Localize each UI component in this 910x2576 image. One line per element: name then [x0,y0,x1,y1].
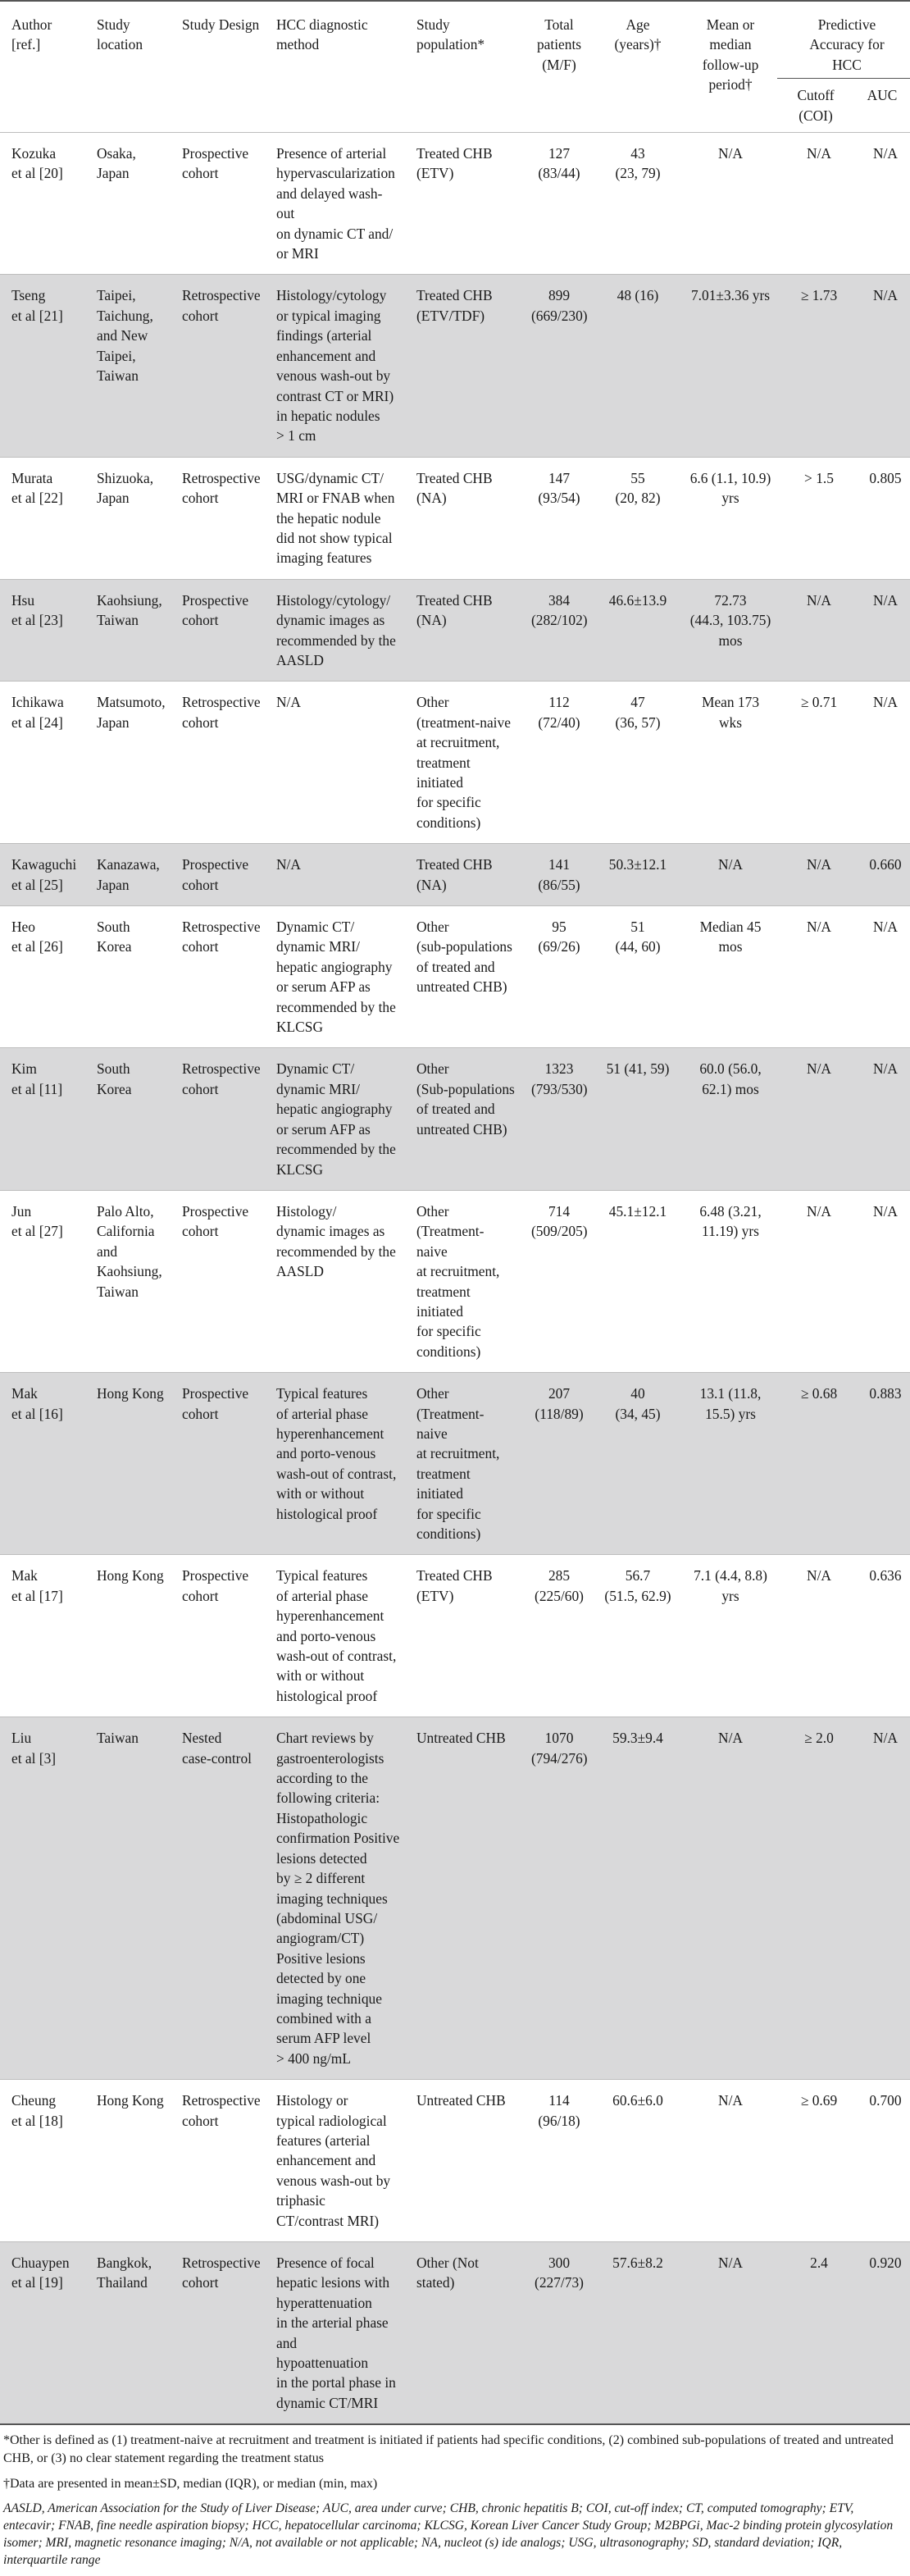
cell-author: Mak et al [17] [0,1555,85,1717]
cell-population: Other (Not stated) [405,2242,520,2425]
cell-age: 43 (23, 79) [592,133,677,275]
cell-author: Kim et al [11] [0,1048,85,1190]
cell-design: Retrospective cohort [171,275,265,457]
cell-design: Prospective cohort [171,844,265,906]
cell-author: Jun et al [27] [0,1190,85,1372]
cell-followup: N/A [677,1717,777,2080]
cell-auc: 0.920 [854,2242,910,2425]
cell-author: Mak et al [16] [0,1373,85,1555]
cell-method: Histology/ dynamic images as recommended by the AASLD [265,1190,405,1372]
cell-method: Presence of focal hepatic lesions with hyperattenuation in the arterial phase and hypoattenuation in the portal phase in dynamic CT/MRI [265,2242,405,2425]
cell-design: Prospective cohort [171,1555,265,1717]
cell-cutoff: ≥ 1.73 [777,275,854,457]
cell-age: 48 (16) [592,275,677,457]
cell-auc: N/A [854,133,910,275]
cell-age: 60.6±6.0 [592,2080,677,2242]
header-design: Study Design [182,16,260,33]
cell-cutoff: N/A [777,133,854,275]
cell-auc: 0.636 [854,1555,910,1717]
cell-age: 51 (44, 60) [592,906,677,1048]
table-row [0,275,910,457]
cell-location: Matsumoto, Japan [85,682,171,844]
cell-method: Dynamic CT/ dynamic MRI/ hepatic angiography or serum AFP as recommended by the KLCSG [265,1048,405,1190]
cell-design: Retrospective cohort [171,457,265,579]
cell-followup: 60.0 (56.0, 62.1) mos [677,1048,777,1190]
header-author: Author [ref.] [11,16,52,53]
table-row [0,906,910,1048]
footnote-data-format: †Data are presented in mean±SD, median (IQR), or median (min, max) [3,2477,378,2492]
cell-auc: 0.805 [854,457,910,579]
cell-location: South Korea [85,906,171,1048]
table-footnotes [0,2425,910,2569]
cell-followup: N/A [677,2242,777,2425]
cell-followup: N/A [677,844,777,906]
cell-population: Treated CHB (ETV/TDF) [405,275,520,457]
table-row [0,1555,910,1717]
cell-population: Treated CHB (NA) [405,457,520,579]
cell-population: Treated CHB (ETV) [405,133,520,275]
cell-method: N/A [265,682,405,844]
cell-author: Ichikawa et al [24] [0,682,85,844]
cell-auc: N/A [854,906,910,1048]
cell-location: Taipei, Taichung, and New Taipei, Taiwan [85,275,171,457]
cell-cutoff: ≥ 2.0 [777,1717,854,2080]
cell-age: 57.6±8.2 [592,2242,677,2425]
cell-cutoff: ≥ 0.68 [777,1373,854,1555]
cell-population: Untreated CHB [405,1717,520,2080]
cell-author: Cheung et al [18] [0,2080,85,2242]
cell-location: Shizuoka, Japan [85,457,171,579]
cell-population: Treated CHB (NA) [405,844,520,906]
cell-design: Retrospective cohort [171,2242,265,2425]
cell-population: Other (Treatment-naive at recruitment, treatment initiated for specific conditions) [405,1373,520,1555]
cell-method: USG/dynamic CT/ MRI or FNAB when the hepatic nodule did not show typical imaging features [265,457,405,579]
cell-age: 46.6±13.9 [592,579,677,682]
cell-author: Kozuka et al [20] [0,133,85,275]
table-row [0,1048,910,1190]
cell-cutoff: N/A [777,1048,854,1190]
cell-author: Hsu et al [23] [0,579,85,682]
cell-followup: Mean 173 wks [677,682,777,844]
table-body [0,133,910,2425]
cell-patients: 95 (69/26) [520,906,592,1048]
cell-cutoff: N/A [777,906,854,1048]
cell-author: Liu et al [3] [0,1717,85,2080]
cell-population: Other (Sub-populations of treated and untreated CHB) [405,1048,520,1190]
cell-cutoff: > 1.5 [777,457,854,579]
cell-location: Palo Alto, California and Kaohsiung, Taiwan [85,1190,171,1372]
cell-cutoff: 2.4 [777,2242,854,2425]
cell-auc: 0.883 [854,1373,910,1555]
cell-auc: N/A [854,275,910,457]
cell-location: Taiwan [85,1717,171,2080]
cell-design: Prospective cohort [171,133,265,275]
table-row [0,133,910,275]
cell-method: Histology/cytology or typical imaging findings (arterial enhancement and venous wash-out by contrast CT or MRI) in hepatic nodules > 1 cm [265,275,405,457]
cell-cutoff: N/A [777,844,854,906]
cell-author: Murata et al [22] [0,457,85,579]
cell-patients: 114 (96/18) [520,2080,592,2242]
cell-location: Kanazawa, Japan [85,844,171,906]
cell-population: Untreated CHB [405,2080,520,2242]
cell-author: Kawaguchi et al [25] [0,844,85,906]
cell-auc: N/A [854,1717,910,2080]
cell-method: Dynamic CT/ dynamic MRI/ hepatic angiography or serum AFP as recommended by the KLCSG [265,906,405,1048]
cell-location: Osaka, Japan [85,133,171,275]
cell-author: Tseng et al [21] [0,275,85,457]
cell-age: 47 (36, 57) [592,682,677,844]
cell-age: 59.3±9.4 [592,1717,677,2080]
cell-followup: 6.6 (1.1, 10.9) yrs [677,457,777,579]
cell-followup: 6.48 (3.21, 11.19) yrs [677,1190,777,1372]
cell-patients: 714 (509/205) [520,1190,592,1372]
cell-design: Prospective cohort [171,1373,265,1555]
cell-age: 51 (41, 59) [592,1048,677,1190]
cell-location: Hong Kong [85,2080,171,2242]
cell-author: Heo et al [26] [0,906,85,1048]
cell-followup: Median 45 mos [677,906,777,1048]
cell-patients: 127 (83/44) [520,133,592,275]
header-method: HCC diagnostic method [276,16,368,53]
table-row [0,579,910,682]
cell-patients: 1070 (794/276) [520,1717,592,2080]
cell-location: Hong Kong [85,1555,171,1717]
cell-method: Histology/cytology/ dynamic images as recommended by the AASLD [265,579,405,682]
cell-followup: N/A [677,2080,777,2242]
cell-cutoff: N/A [777,1555,854,1717]
cell-patients: 112 (72/40) [520,682,592,844]
cell-patients: 1323 (793/530) [520,1048,592,1190]
cell-age: 56.7 (51.5, 62.9) [592,1555,677,1717]
cell-design: Retrospective cohort [171,682,265,844]
cell-design: Retrospective cohort [171,1048,265,1190]
header-patients: Total patients (M/F) [536,16,582,73]
table-row [0,844,910,906]
cell-method: Typical features of arterial phase hyperenhancement and porto-venous wash-out of contrast, with or without histological proof [265,1373,405,1555]
header-predictive-accuracy: Predictive Accuracy for HCC [777,1,910,79]
cell-followup: 7.01±3.36 yrs [677,275,777,457]
cell-population: Treated CHB (ETV) [405,1555,520,1717]
cell-design: Retrospective cohort [171,906,265,1048]
cell-age: 45.1±12.1 [592,1190,677,1372]
footnote-other-definition: *Other is defined as (1) treatment-naive at recruitment and treatment is initiated if patients had specific conditions, (2) combined sub-populations of treated and untreated CHB, or (3) no clear statement regarding the treatment status [3,2433,894,2466]
header-age: Age (years)† [614,16,662,53]
cell-method: Histology or typical radiological features (arterial enhancement and venous wash-out by triphasic CT/contrast MRI) [265,2080,405,2242]
cell-followup: 7.1 (4.4, 8.8) yrs [677,1555,777,1717]
cell-location: South Korea [85,1048,171,1190]
table-row [0,2080,910,2242]
cell-location: Hong Kong [85,1373,171,1555]
cell-auc: 0.660 [854,844,910,906]
cell-patients: 899 (669/230) [520,275,592,457]
cell-location: Kaohsiung, Taiwan [85,579,171,682]
cell-patients: 207 (118/89) [520,1373,592,1555]
cell-patients: 300 (227/73) [520,2242,592,2425]
cell-followup: 13.1 (11.8, 15.5) yrs [677,1373,777,1555]
cell-population: Other (sub-populations of treated and untreated CHB) [405,906,520,1048]
header-auc: AUC [867,87,898,104]
table-row [0,1717,910,2080]
cell-cutoff: ≥ 0.69 [777,2080,854,2242]
cell-cutoff: N/A [777,1190,854,1372]
cell-auc: 0.700 [854,2080,910,2242]
table-row [0,682,910,844]
cell-auc: N/A [854,682,910,844]
header-population: Study population* [416,16,485,53]
cell-auc: N/A [854,1190,910,1372]
cell-patients: 285 (225/60) [520,1555,592,1717]
header-location: Study location [97,16,143,53]
cell-age: 40 (34, 45) [592,1373,677,1555]
cell-patients: 141 (86/55) [520,844,592,906]
cell-method: N/A [265,844,405,906]
cell-auc: N/A [854,1048,910,1190]
cell-age: 50.3±12.1 [592,844,677,906]
table-row [0,1190,910,1372]
cell-author: Chuaypen et al [19] [0,2242,85,2425]
cell-design: Prospective cohort [171,579,265,682]
cell-followup: 72.73 (44.3, 103.75) mos [677,579,777,682]
cell-population: Other (treatment-naive at recruitment, treatment initiated for specific conditions) [405,682,520,844]
cell-design: Nested case-control [171,1717,265,2080]
cell-method: Presence of arterial hypervascularization and delayed wash-out on dynamic CT and/ or MRI [265,133,405,275]
header-cutoff: Cutoff (COI) [797,87,835,124]
cell-location: Bangkok, Thailand [85,2242,171,2425]
cell-auc: N/A [854,579,910,682]
cell-cutoff: ≥ 0.71 [777,682,854,844]
table-header [0,1,910,133]
cell-population: Other (Treatment-naive at recruitment, treatment initiated for specific conditions) [405,1190,520,1372]
table-row [0,1373,910,1555]
cell-cutoff: N/A [777,579,854,682]
cell-method: Chart reviews by gastroenterologists according to the following criteria: Histopathologic confirmation Positive lesions detected by ≥ 2 different imaging techniques (abdominal USG/ angiogram/CT) Positive lesions detected by one imaging technique combined with a serum AFP level > 400 ng/mL [265,1717,405,2080]
cell-population: Treated CHB (NA) [405,579,520,682]
table-row [0,457,910,579]
table-row [0,2242,910,2425]
cell-patients: 147 (93/54) [520,457,592,579]
cell-design: Retrospective cohort [171,2080,265,2242]
cell-age: 55 (20, 82) [592,457,677,579]
cell-patients: 384 (282/102) [520,579,592,682]
header-followup: Mean or median follow-up period† [702,16,759,93]
cell-followup: N/A [677,133,777,275]
cell-method: Typical features of arterial phase hyperenhancement and porto-venous wash-out of contrast, with or without histological proof [265,1555,405,1717]
cell-design: Prospective cohort [171,1190,265,1372]
footnote-abbreviations: AASLD, American Association for the Study of Liver Disease; AUC, area under curve; CHB, chronic hepatitis B; COI, cut-off index; CT, computed tomography; ETV, entecavir; FNAB, fine needle aspiration biopsy; HCC, hepatocellular carcinoma; KLCSG, Korean Liver Cancer Study Group; M2BPGi, Mac-2 binding protein glycosylation isomer; MRI, magnetic resonance imaging; N/A, not available or not applicable; NA, nucleot (s) ide analogs; USG, ultrasonography; SD, standard deviation; IQR, interquartile range [3,2501,894,2567]
